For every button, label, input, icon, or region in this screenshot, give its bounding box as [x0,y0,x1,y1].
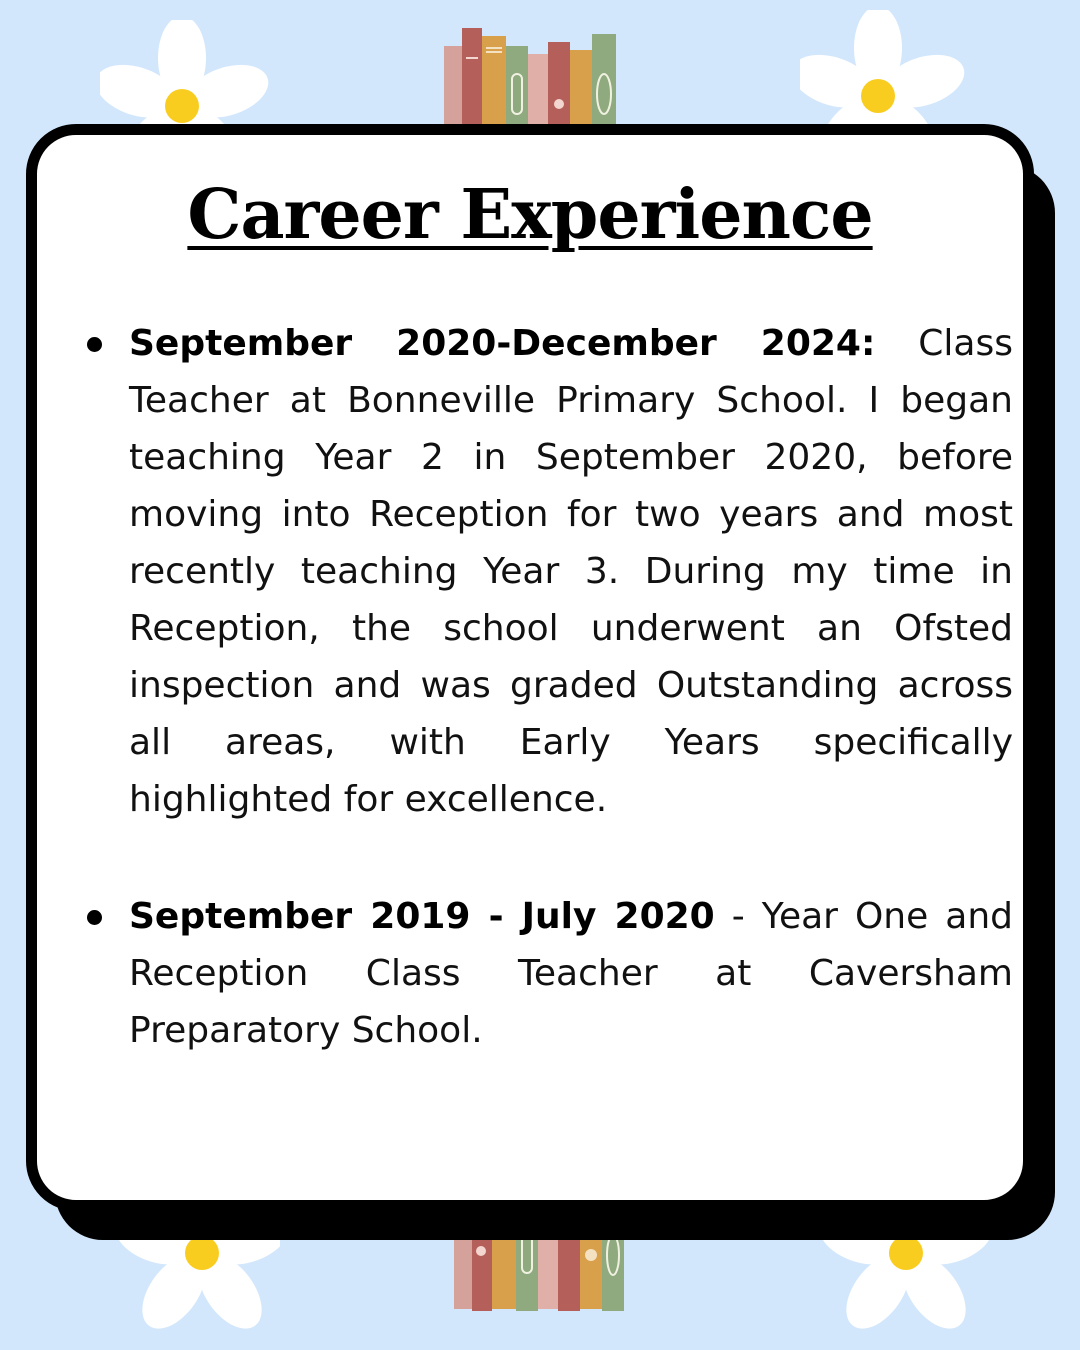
experience-list [83,315,1013,1059]
bullet-icon [87,337,102,352]
item-heading: September 2020-December 2024: [129,323,876,364]
list-item [83,315,1013,828]
books-icon-top [440,24,620,134]
flower-icon-top-right [800,10,970,140]
item-heading: September 2019 - July 2020 [129,896,715,937]
list-item [83,888,1013,1059]
content-card [26,124,1034,1211]
item-text: Class Teacher at Bonneville Primary School. I began teaching Year 2 in September 2020, before moving into Reception for two years and most recently teaching Year 3. During my time in Reception, the school underwent an Ofsted inspection and was graded Outstanding across all areas, with Early Years specifically highlighted for excellence. [129,323,1013,820]
item-text: - Year One and Reception Class Teacher at Caversham Preparatory School. [129,896,1013,1051]
page-title: Career Experience [187,175,873,255]
bullet-icon [87,910,102,925]
